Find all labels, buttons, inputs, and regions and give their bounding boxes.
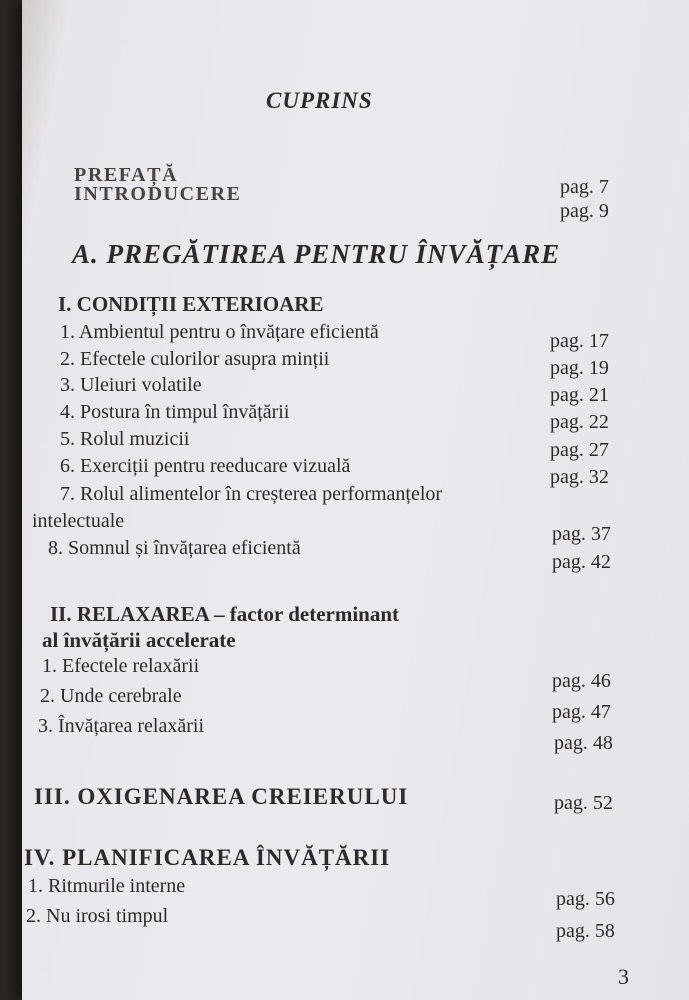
section-heading: III. OXIGENAREA CREIERULUI: [34, 784, 409, 809]
section-heading: IV. PLANIFICAREA ÎNVĂȚĂRII: [24, 845, 391, 870]
toc-item-label: 1. Ritmurile interne: [28, 875, 186, 897]
introduction-label: INTRODUCERE: [74, 183, 242, 205]
toc-item-label: 5. Rolul muzicii: [60, 428, 190, 450]
toc-item-label: 7. Rolul alimentelor în creșterea performanțelor: [60, 483, 443, 505]
section-page: pag. 52: [554, 792, 613, 814]
toc-item-page: pag. 47: [552, 701, 611, 723]
toc-item-page: pag. 27: [550, 439, 609, 461]
page-number: 3: [618, 964, 629, 989]
toc-item-label: 1. Efectele relaxării: [42, 655, 200, 677]
book-page: [22, 0, 689, 1000]
toc-item-label: 6. Exerciții pentru reeducare vizuală: [60, 455, 351, 477]
section-heading: I. CONDIȚII EXTERIOARE: [58, 292, 324, 316]
toc-item-label: 8. Somnul și învățarea eficientă: [48, 537, 301, 559]
toc-item-label: 2. Efectele culorilor asupra minții: [60, 348, 330, 370]
preface-page: pag. 7: [560, 176, 609, 198]
section-heading: II. RELAXAREA – factor determinant: [50, 602, 400, 626]
toc-item-page: pag. 48: [554, 732, 613, 754]
toc-item-page: pag. 42: [552, 551, 611, 573]
toc-item-page: pag. 46: [552, 670, 611, 692]
toc-item-label: 3. Uleiuri volatile: [60, 374, 202, 396]
toc-item-page: pag. 17: [550, 330, 609, 352]
toc-item-page: pag. 19: [550, 357, 609, 379]
introduction-page: pag. 9: [560, 200, 609, 222]
toc-item-label: 3. Învățarea relaxării: [38, 715, 205, 737]
part-title: A. PREGĂTIREA PENTRU ÎNVĂȚARE: [72, 239, 561, 269]
preface-label: PREFAȚĂ: [74, 164, 179, 186]
section-heading-cont: al învățării accelerate: [42, 628, 236, 652]
toc-item-page: pag. 37: [552, 523, 611, 545]
toc-title: CUPRINS: [266, 88, 373, 113]
toc-item-label: 2. Unde cerebrale: [40, 685, 182, 707]
toc-item-label-cont: intelectuale: [32, 510, 125, 532]
toc-item-label: 2. Nu irosi timpul: [26, 905, 169, 927]
toc-item-label: 1. Ambientul pentru o învățare eficientă: [60, 321, 379, 343]
toc-item-page: pag. 21: [550, 384, 609, 406]
toc-item-page: pag. 56: [556, 888, 615, 910]
toc-item-label: 4. Postura în timpul învățării: [60, 401, 290, 423]
toc-item-page: pag. 58: [556, 920, 615, 942]
toc-item-page: pag. 32: [550, 466, 609, 488]
toc-item-page: pag. 22: [550, 411, 609, 433]
